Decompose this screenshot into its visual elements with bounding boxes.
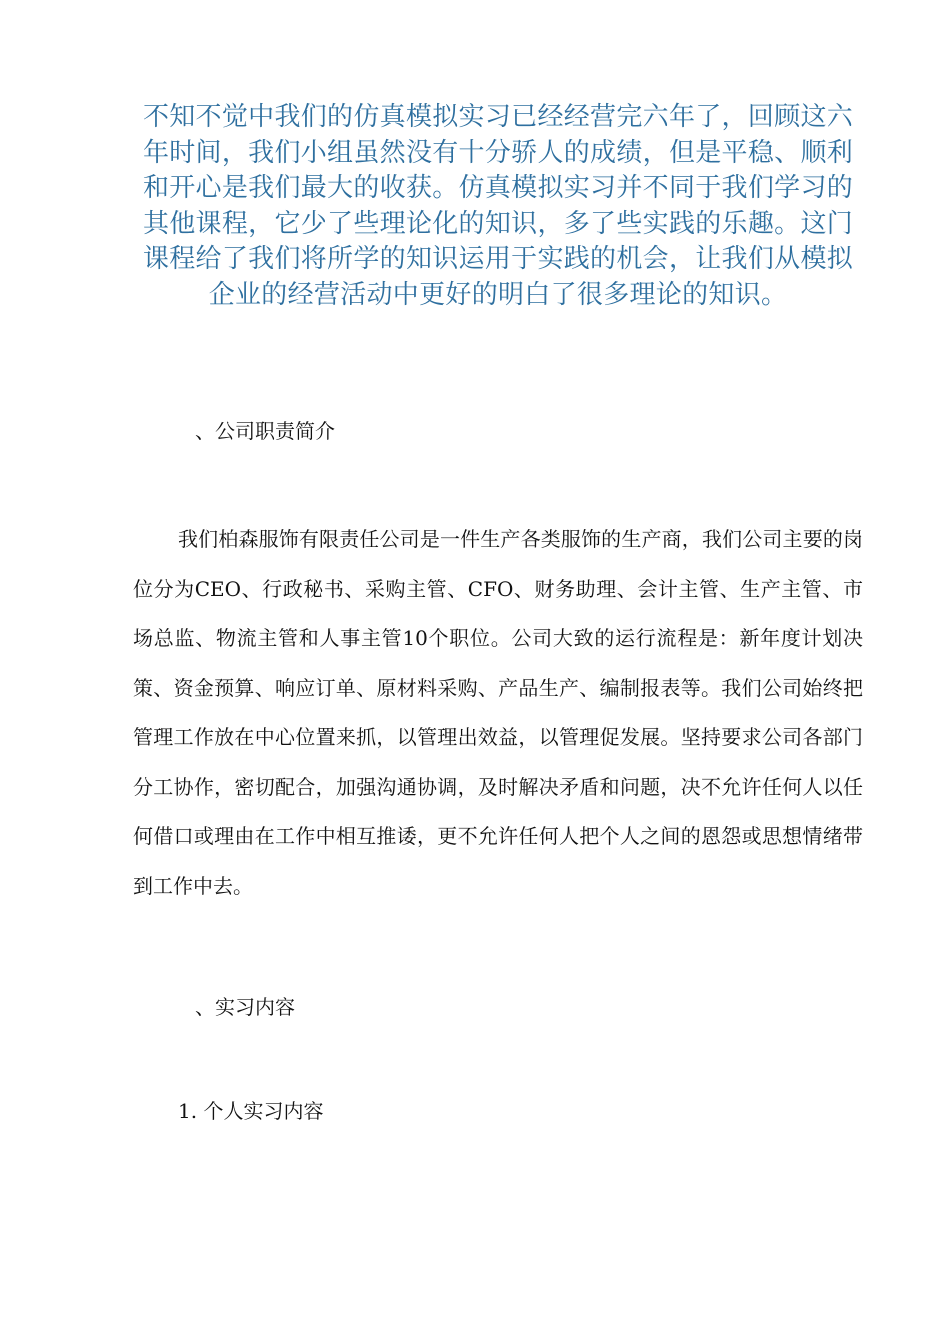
intro-paragraph: 不知不觉中我们的仿真模拟实习已经经营完六年了，回顾这六年时间，我们小组虽然没有十分骄人的成绩，但是平稳、顺利和开心是我们最大的收获。仿真模拟实习并不同于我们学习的其他课程，它少了些理论化的知识，多了些实践的乐趣。这门课程给了我们将所学的知识运用于实践的机会，让我们从模拟企业的经营活动中更好的明白了很多理论的知识。	[142, 102, 854, 310]
internship-content-heading: 、实习内容	[195, 995, 295, 1019]
company-duties-heading: 、公司职责简介	[195, 419, 335, 443]
personal-internship-heading: 1. 个人实习内容	[178, 1099, 324, 1123]
company-description-paragraph: 我们柏森服饰有限责任公司是一件生产各类服饰的生产商，我们公司主要的岗位分为CEO、行政秘书、采购主管、CFO、财务助理、会计主管、生产主管、市场总监、物流主管和人事主管10个职位。公司大致的运行流程是：新年度计划决策、资金预算、响应订单、原材料采购、产品生产、编制报表等。我们公司始终把管理工作放在中心位置来抓，以管理出效益，以管理促发展。坚持要求公司各部门分工协作，密切配合，加强沟通协调，及时解决矛盾和问题，决不允许任何人以任何借口或理由在工作中相互推诿，更不允许任何人把个人之间的恩怨或思想情绪带到工作中去。	[133, 527, 863, 898]
